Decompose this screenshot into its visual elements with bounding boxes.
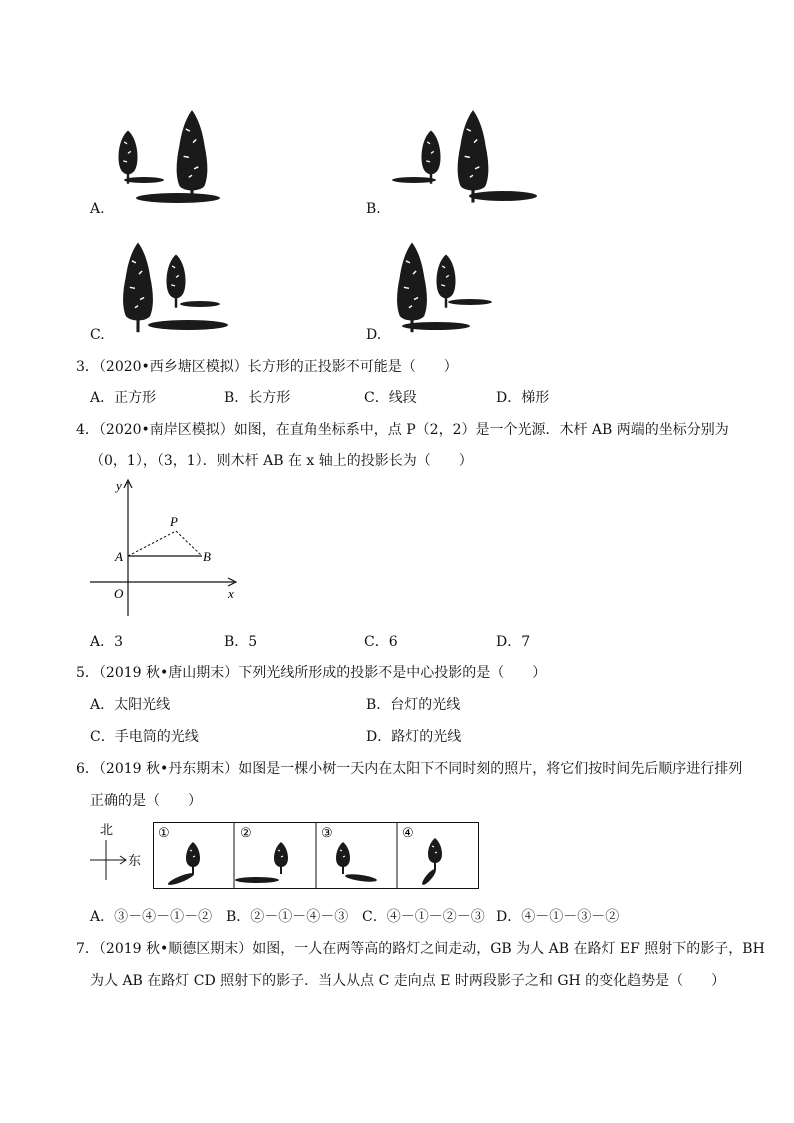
q7-stem-line1: 7．（2019 秋•顺德区期末）如图，一人在两等高的路灯之间走动，GB 为人 AB 在路灯 EF 照射下的影子，BH: [76, 941, 765, 957]
north-label: 北: [100, 822, 114, 837]
point-p-label: P: [170, 514, 178, 529]
q6-photo-strip: [153, 822, 479, 889]
q2-figure-c: [110, 232, 250, 338]
trees-illustration: [388, 232, 528, 338]
q4-option-a: A．3: [90, 634, 124, 650]
q6-option-b: B．②－①－④－③: [226, 909, 349, 925]
panel-2-label: ②: [240, 825, 252, 840]
q2-figure-a: [108, 100, 248, 206]
q4-stem-line1: 4．（2020•南岸区模拟）如图，在直角坐标系中，点 P（2，2）是一个光源．木杆 AB 两端的坐标分别为: [76, 422, 729, 438]
q2-figure-b: [388, 100, 538, 206]
q4-coordinate-figure: [86, 474, 246, 620]
q5-option-b: B．台灯的光线: [366, 697, 461, 713]
q2-figure-d: [388, 232, 528, 338]
q4-option-c: C．6: [364, 634, 398, 650]
q5-option-a: A．太阳光线: [90, 697, 171, 713]
q5-stem: 5．（2019 秋•唐山期末）下列光线所形成的投影不是中心投影的是（ ）: [76, 665, 547, 681]
panel-4-label: ④: [402, 825, 414, 840]
q2-option-d-label: D.: [366, 327, 382, 343]
q5-option-c: C．手电筒的光线: [90, 729, 199, 745]
y-label: y: [116, 478, 122, 493]
ray-pb: [176, 531, 202, 556]
q6-stem-line2: 正确的是（ ）: [90, 793, 202, 809]
q3-option-c: C．线段: [364, 390, 417, 406]
q2-option-c-label: C.: [90, 327, 105, 343]
trees-illustration: [108, 100, 248, 206]
q3-stem: 3．（2020•西乡塘区模拟）长方形的正投影不可能是（ ）: [76, 359, 458, 375]
q6-option-a: A．③－④－①－②: [90, 909, 213, 925]
point-b-label: B: [203, 549, 211, 564]
origin-label: O: [114, 586, 124, 601]
q2-option-a-label: A.: [90, 201, 105, 217]
q2-option-b-label: B.: [366, 201, 381, 217]
q7-stem-line2: 为人 AB 在路灯 CD 照射下的影子．当人从点 C 走向点 E 时两段影子之和 GH 的变化趋势是（ ）: [90, 973, 726, 989]
east-label: 东: [128, 853, 142, 868]
q6-option-d: D．④－①－③－②: [496, 909, 620, 925]
q3-option-b: B．长方形: [224, 390, 291, 406]
point-a-label: A: [115, 549, 123, 564]
x-label: x: [228, 586, 234, 601]
q3-option-a: A．正方形: [90, 390, 157, 406]
trees-illustration: [388, 100, 538, 206]
q6-option-c: C．④－①－②－③: [362, 909, 485, 925]
q3-option-d: D．梯形: [496, 390, 550, 406]
q4-stem-line2: （0，1），（3，1）．则木杆 AB 在 x 轴上的投影长为（ ）: [90, 453, 473, 469]
q6-compass: [88, 820, 150, 884]
q6-stem-line1: 6．（2019 秋•丹东期末）如图是一棵小树一天内在太阳下不同时刻的照片，将它们按时间先后顺序进行排列: [76, 761, 743, 777]
q5-option-d: D．路灯的光线: [366, 729, 462, 745]
trees-illustration: [110, 232, 250, 338]
q4-option-b: B．5: [224, 634, 258, 650]
panel-3-label: ③: [321, 825, 333, 840]
panel-1-label: ①: [158, 825, 170, 840]
ray-pa: [128, 531, 176, 556]
q4-option-d: D．7: [496, 634, 531, 650]
